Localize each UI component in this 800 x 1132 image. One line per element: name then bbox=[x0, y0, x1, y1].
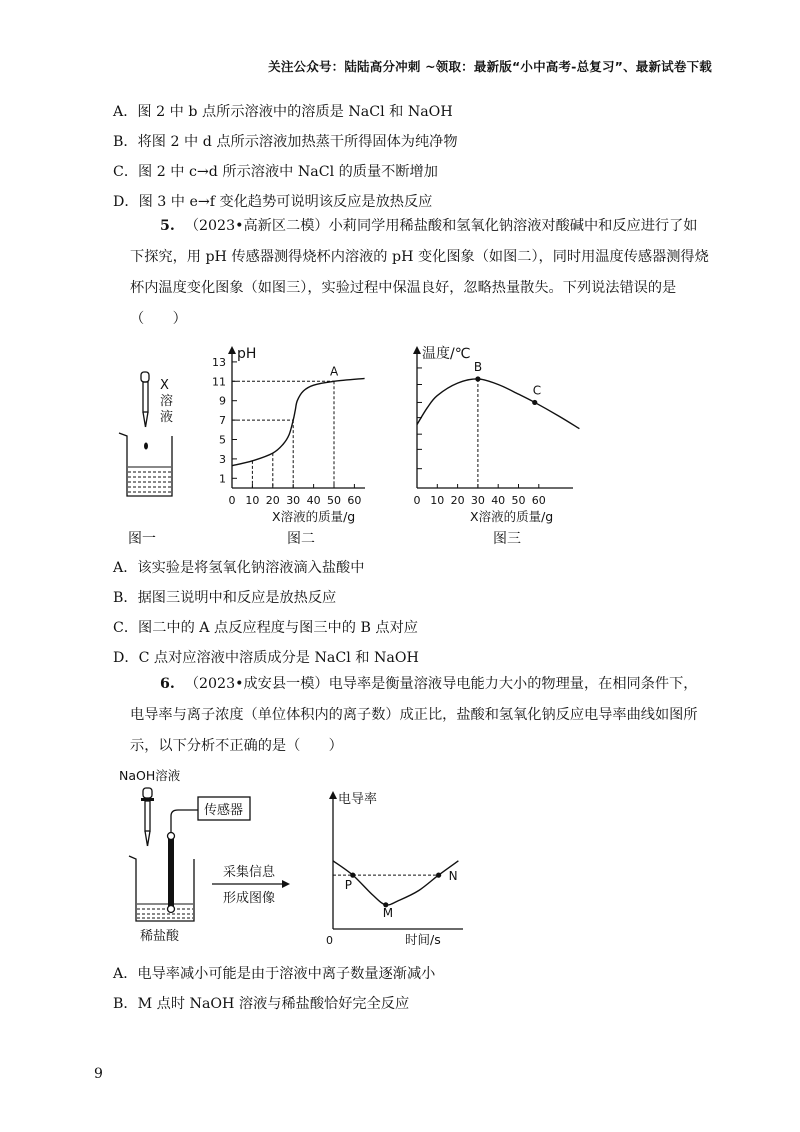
fig1-label-rong: 溶 bbox=[160, 394, 174, 409]
fig3-x-tick-label: 40 bbox=[491, 494, 506, 507]
fig3-x-tick-label: 30 bbox=[470, 494, 485, 507]
fig3-x-tick-label: 60 bbox=[531, 494, 546, 507]
fig3-y-arrow bbox=[413, 346, 421, 354]
question-5-number: 5. bbox=[160, 218, 175, 234]
fig6-point-label: N bbox=[448, 869, 458, 884]
fig3-point-C bbox=[532, 400, 537, 405]
fig2-y-tick-label: 13 bbox=[212, 355, 226, 369]
fig2-point-label: A bbox=[330, 364, 339, 379]
fig2-x-tick-label: 30 bbox=[286, 494, 301, 507]
fig2-x-tick-label: 0 bbox=[228, 494, 236, 507]
q6-origin-label: 0 bbox=[326, 934, 333, 947]
fig3-ylabel: 温度/℃ bbox=[422, 346, 471, 362]
fig3-point-label: B bbox=[473, 359, 483, 374]
fig2-x-tick-label: 40 bbox=[306, 494, 321, 507]
page-number: 9 bbox=[94, 1066, 103, 1082]
fig3-x-tick-label: 20 bbox=[450, 494, 465, 507]
q6-xlabel: 时间/s bbox=[405, 932, 441, 947]
fig2-xlabel: X溶液的质量/g bbox=[272, 509, 356, 524]
q6-acid-label: 稀盐酸 bbox=[140, 929, 180, 944]
fig2-x-tick-label: 10 bbox=[245, 494, 260, 507]
figure-6-conductivity-chart bbox=[326, 791, 463, 947]
fig1-label-ye: 液 bbox=[160, 410, 174, 425]
fig2-x-tick-label: 50 bbox=[327, 494, 341, 507]
q6-naoh-label: NaOH溶液 bbox=[119, 768, 181, 783]
fig3-point-B bbox=[475, 376, 480, 381]
fig2-y-arrow bbox=[228, 346, 236, 354]
question-6-text: （2023•成安县一模）电导率是衡量溶液导电能力大小的物理量，在相同条件下，电导率与离子浓度（单位体积内的离子数）成正比，盐酸和氢氧化钠反应电导率曲线如图所示，以下分析不正确的是（ ） bbox=[130, 676, 698, 754]
fig1-label-x: X bbox=[160, 378, 169, 393]
fig6-point-P bbox=[350, 873, 355, 878]
question-6-stem bbox=[130, 669, 710, 762]
figure-3-temperature-chart bbox=[413, 345, 579, 547]
fig2-y-tick-label: 1 bbox=[219, 472, 226, 486]
q6-sensor-label: 传感器 bbox=[204, 803, 244, 818]
q6-ylabel: 电导率 bbox=[338, 792, 378, 807]
question-5-text: （2023•高新区二模）小莉同学用稀盐酸和氢氧化钠溶液对酸碱中和反应进行了如下探究，用 pH 传感器测得烧杯内溶液的 pH 变化图象（如图二），同时用温度传感器测得烧杯内温度变化图象（如图三），实验过程中保温良好，忽略热量散失。下列说法错误的是（ ） bbox=[130, 218, 709, 327]
fig2-y-tick-label: 11 bbox=[212, 375, 226, 389]
q6-arrow-bottom: 形成图像 bbox=[223, 891, 276, 906]
figure-6-apparatus bbox=[119, 768, 290, 944]
fig6-point-label: P bbox=[344, 878, 353, 893]
fig2-x-tick-label: 60 bbox=[347, 494, 362, 507]
fig1-caption: 图一 bbox=[128, 531, 156, 547]
question-6-option-b: B．M 点时 NaOH 溶液与稀盐酸恰好完全反应 bbox=[113, 996, 410, 1012]
fig2-y-tick-label: 5 bbox=[219, 433, 226, 447]
fig3-x-tick-label: 10 bbox=[430, 494, 445, 507]
fig3-temperature-curve bbox=[417, 379, 579, 429]
fig3-caption: 图三 bbox=[493, 531, 521, 547]
question-5-option-b: B．据图三说明中和反应是放热反应 bbox=[113, 590, 337, 606]
question-5-option-a: A．该实验是将氢氧化钠溶液滴入盐酸中 bbox=[113, 560, 365, 576]
fig3-x-tick-label: 50 bbox=[511, 494, 526, 507]
fig2-y-tick-label: 7 bbox=[219, 414, 226, 428]
fig3-point-label: C bbox=[532, 383, 542, 398]
prev-option-a: A．图 2 中 b 点所示溶液中的溶质是 NaCl 和 NaOH bbox=[113, 104, 453, 120]
prev-option-c: C．图 2 中 c→d 所示溶液中 NaCl 的质量不断增加 bbox=[113, 164, 438, 180]
question-5-option-d: D．C 点对应溶液中溶质成分是 NaCl 和 NaOH bbox=[113, 650, 419, 666]
fig2-ylabel: pH bbox=[237, 346, 257, 362]
fig2-y-tick-label: 9 bbox=[219, 394, 226, 408]
fig3-xlabel: X溶液的质量/g bbox=[470, 509, 554, 524]
fig2-x-tick-label: 20 bbox=[265, 494, 280, 507]
fig3-x-tick-label: 0 bbox=[413, 494, 421, 507]
fig6-y-arrow bbox=[329, 791, 337, 799]
question-5-option-c: C．图二中的 A 点反应程度与图三中的 B 点对应 bbox=[113, 620, 418, 636]
fig6-point-N bbox=[436, 873, 441, 878]
question-6-number: 6. bbox=[160, 676, 175, 692]
figure-1-apparatus bbox=[119, 372, 173, 547]
fig6-point-label: M bbox=[382, 905, 394, 920]
fig2-y-tick-label: 3 bbox=[219, 452, 226, 466]
q6-arrow-top: 采集信息 bbox=[223, 865, 276, 880]
page-header: 关注公众号：陆陆高分冲刺 ~领取：最新版“小中高考-总复习”、最新试卷下载 bbox=[268, 59, 712, 74]
fig2-caption: 图二 bbox=[287, 531, 315, 547]
prev-option-b: B．将图 2 中 d 点所示溶液加热蒸干所得固体为纯净物 bbox=[113, 134, 458, 150]
prev-option-d: D．图 3 中 e→f 变化趋势可说明该反应是放热反应 bbox=[113, 194, 433, 210]
question-6-option-a: A．电导率减小可能是由于溶液中离子数量逐渐减小 bbox=[113, 966, 436, 982]
fig2-ph-curve bbox=[232, 378, 365, 465]
figure-2-ph-chart bbox=[212, 346, 365, 547]
